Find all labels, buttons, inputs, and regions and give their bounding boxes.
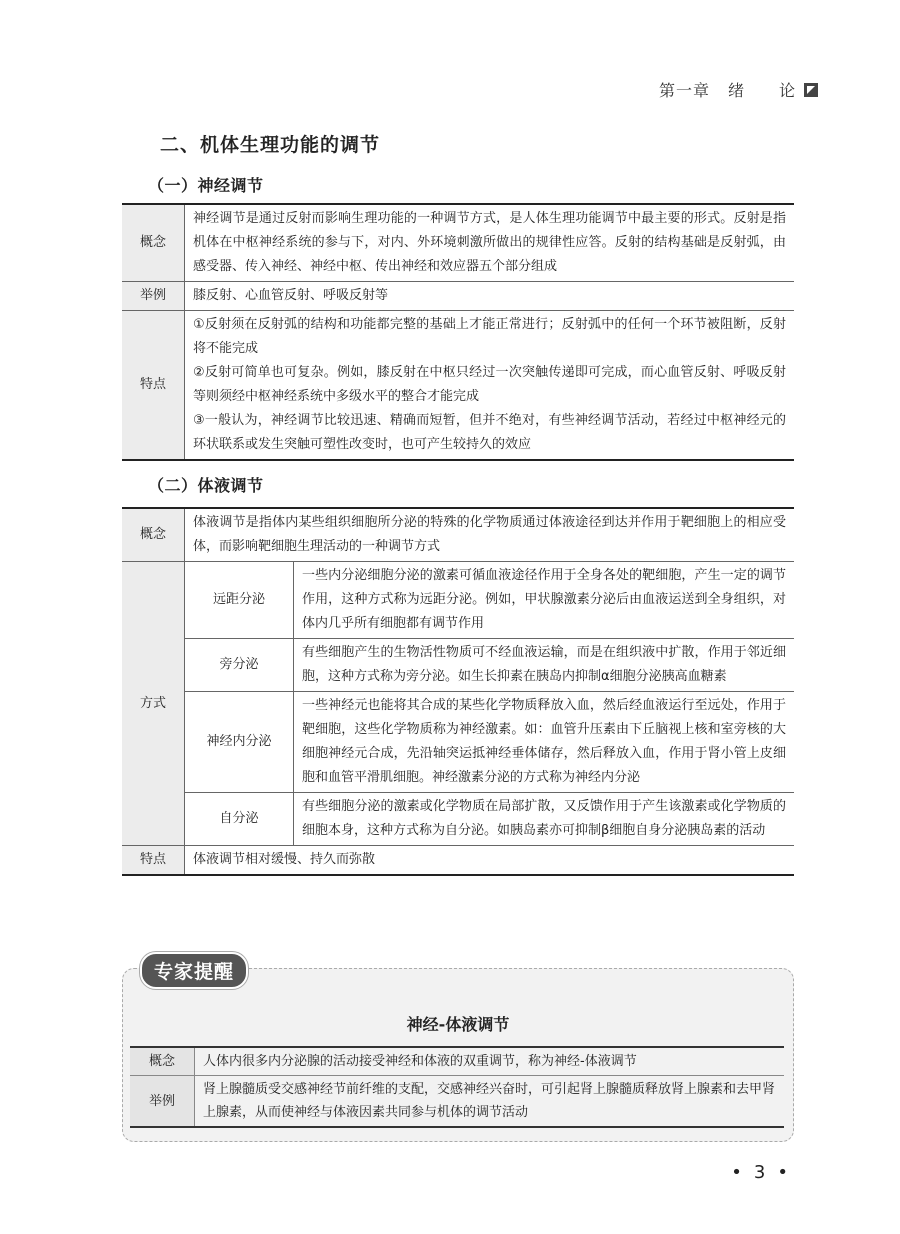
- row-text: [185, 311, 795, 461]
- neural-table: [122, 203, 794, 461]
- mode-name: 自分泌: [185, 793, 294, 846]
- row-label: 概念: [122, 204, 185, 282]
- table-row: [122, 282, 794, 311]
- corner-arrow-icon: [804, 83, 818, 97]
- mode-text: 有些细胞产生的生物活性物质可不经血液运输，而是在组织液中扩散，作用于邻近细胞，这种方式称为旁分泌。如生长抑素在胰岛内抑制α细胞分泌胰高血糖素: [294, 639, 795, 692]
- row-label: 特点: [122, 846, 185, 876]
- bullet-dot: •: [731, 1162, 754, 1183]
- table-row: [122, 311, 794, 461]
- page-number: [731, 1162, 800, 1183]
- mode-name: 远距分泌: [185, 562, 294, 639]
- feature-item: ②反射可简单也可复杂。例如，膝反射在中枢只经过一次突触传递即可完成，而心血管反射、呼吸反射等则须经中枢神经系统中多级水平的整合才能完成: [193, 365, 786, 404]
- humoral-subtitle: （二）体液调节: [148, 476, 264, 495]
- row-text: 膝反射、心血管反射、呼吸反射等: [185, 282, 795, 311]
- table-row: [122, 508, 794, 562]
- table-row: [122, 846, 794, 876]
- section-title: 二、机体生理功能的调节: [160, 134, 381, 156]
- feature-item: ①反射须在反射弧的结构和功能都完整的基础上才能正常进行；反射弧中的任何一个环节被阻断，反射将不能完成: [193, 317, 786, 356]
- row-text: 体液调节相对缓慢、持久而弥散: [185, 846, 795, 876]
- mode-name: 旁分泌: [185, 639, 294, 692]
- table-row: [122, 639, 794, 692]
- page-number-value: 3: [753, 1162, 778, 1183]
- mode-text: 一些神经元也能将其合成的某些化学物质释放入血，然后经血液运行至远处，作用于靶细胞，这些化学物质称为神经激素。如：血管升压素由下丘脑视上核和室旁核的大细胞神经元合成，先沿轴突运抵神经垂体储存，然后释放入血，作用于肾小管上皮细胞和血管平滑肌细胞。神经激素分泌的方式称为神经内分泌: [294, 692, 795, 793]
- chapter-label: 第一章: [658, 81, 710, 100]
- table-row: [122, 692, 794, 793]
- table-row: [130, 1076, 784, 1128]
- mode-text: 有些细胞分泌的激素或化学物质在局部扩散，又反馈作用于产生该激素或化学物质的细胞本身，这种方式称为自分泌。如胰岛素亦可抑制β细胞自身分泌胰岛素的活动: [294, 793, 795, 846]
- feature-item: ③一般认为，神经调节比较迅速、精确而短暂，但并不绝对，有些神经调节活动，若经过中枢神经元的环状联系或发生突触可塑性改变时，也可产生较持久的效应: [193, 413, 786, 452]
- running-head: [659, 78, 818, 101]
- row-text: 肾上腺髓质受交感神经节前纤维的支配，交感神经兴奋时，可引起肾上腺髓质释放肾上腺素和去甲肾上腺素，从而使神经与体液因素共同参与机体的调节活动: [195, 1076, 785, 1128]
- chapter-title: 绪 论: [727, 81, 796, 100]
- row-label: 方式: [122, 562, 185, 846]
- row-label: 特点: [122, 311, 185, 461]
- expert-table: [130, 1046, 784, 1128]
- row-text: 人体内很多内分泌腺的活动接受神经和体液的双重调节，称为神经-体液调节: [195, 1047, 785, 1076]
- row-label: 举例: [122, 282, 185, 311]
- table-row: [122, 793, 794, 846]
- expert-tip-title: 神经-体液调节: [406, 1015, 510, 1034]
- row-label: 举例: [130, 1076, 195, 1128]
- row-label: 概念: [122, 508, 185, 562]
- table-row: [122, 204, 794, 282]
- mode-name: 神经内分泌: [185, 692, 294, 793]
- neural-subtitle: （一）神经调节: [148, 176, 264, 195]
- table-row: [130, 1047, 784, 1076]
- mode-text: 一些内分泌细胞分泌的激素可循血液途径作用于全身各处的靶细胞，产生一定的调节作用，这种方式称为远距分泌。例如，甲状腺激素分泌后由血液运送到全身组织，对体内几乎所有细胞都有调节作用: [294, 562, 795, 639]
- row-text: 神经调节是通过反射而影响生理功能的一种调节方式，是人体生理功能调节中最主要的形式。反射是指机体在中枢神经系统的参与下，对内、外环境刺激所做出的规律性应答。反射的结构基础是反射弧，由感受器、传入神经、神经中枢、传出神经和效应器五个部分组成: [185, 204, 795, 282]
- bullet-dot: •: [777, 1162, 800, 1183]
- row-text: 体液调节是指体内某些组织细胞所分泌的特殊的化学物质通过体液途径到达并作用于靶细胞上的相应受体，而影响靶细胞生理活动的一种调节方式: [185, 508, 795, 562]
- humoral-table: [122, 507, 794, 876]
- table-row: [122, 562, 794, 639]
- row-label: 概念: [130, 1047, 195, 1076]
- expert-tip-badge: 专家提醒: [140, 952, 248, 989]
